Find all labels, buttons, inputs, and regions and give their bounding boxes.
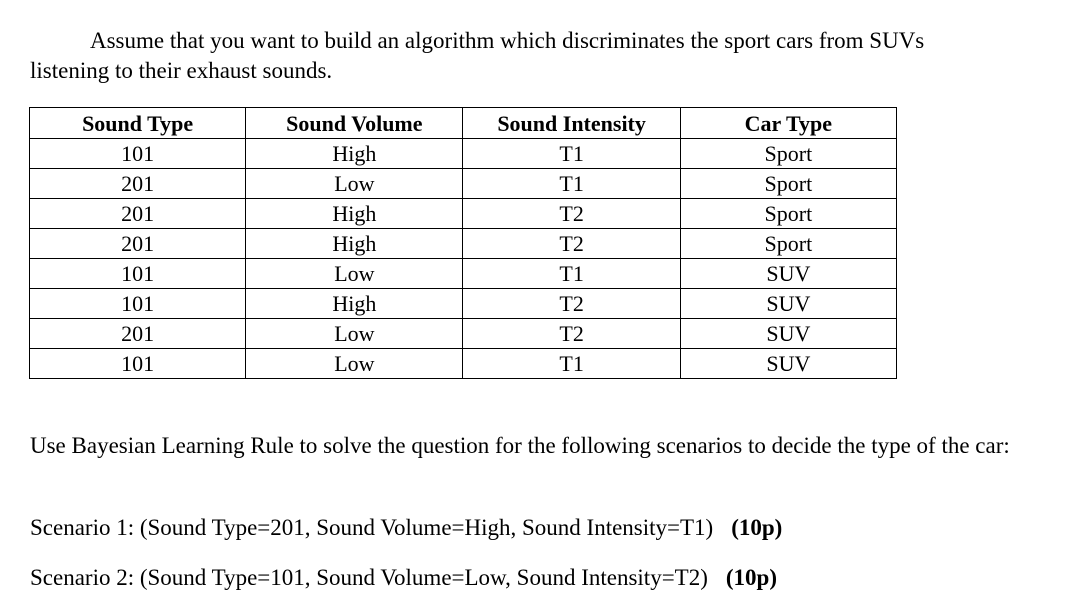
intro-line-2: listening to their exhaust sounds. [30,58,333,83]
cell-sound-volume: Low [246,319,463,349]
cell-sound-type: 201 [30,229,246,259]
cell-sound-type: 201 [30,199,246,229]
cell-sound-type: 101 [30,349,246,379]
cell-sound-volume: High [246,139,463,169]
cell-car-type: Sport [680,199,896,229]
scenario-1-text: Scenario 1: (Sound Type=201, Sound Volume=High, Sound Intensity=T1) [30,515,714,540]
table-header-row [30,108,897,139]
cell-car-type: Sport [680,139,896,169]
cell-sound-intensity: T1 [463,349,680,379]
table-row [30,319,897,349]
table-row [30,169,897,199]
cell-car-type: SUV [680,319,896,349]
header-car-type: Car Type [680,108,896,139]
cell-sound-intensity: T1 [463,169,680,199]
table-row [30,139,897,169]
question-text: Use Bayesian Learning Rule to solve the question for the following scenarios to decide the type of the car: [30,433,1010,458]
cell-car-type: SUV [680,259,896,289]
cell-sound-volume: Low [246,349,463,379]
cell-sound-intensity: T2 [463,289,680,319]
cell-sound-type: 101 [30,259,246,289]
cell-sound-type: 201 [30,319,246,349]
scenario-2-points: (10p) [725,565,777,590]
cell-car-type: Sport [680,229,896,259]
cell-sound-intensity: T2 [463,229,680,259]
header-sound-volume: Sound Volume [246,108,463,139]
cell-sound-volume: High [246,289,463,319]
table-row [30,199,897,229]
cell-sound-intensity: T2 [463,319,680,349]
cell-car-type: SUV [680,349,896,379]
training-data-table [29,107,897,379]
cell-sound-volume: High [246,199,463,229]
cell-sound-intensity: T1 [463,139,680,169]
scenario-1 [30,513,782,543]
cell-sound-volume: High [246,229,463,259]
cell-sound-volume: Low [246,259,463,289]
table-row [30,259,897,289]
cell-sound-type: 201 [30,169,246,199]
intro-line-1: Assume that you want to build an algorithm which discriminates the sport cars from SUVs [90,28,925,53]
cell-sound-type: 101 [30,289,246,319]
cell-car-type: SUV [680,289,896,319]
cell-sound-type: 101 [30,139,246,169]
intro-paragraph [30,26,1040,86]
scenario-2 [30,563,777,593]
scenario-2-text: Scenario 2: (Sound Type=101, Sound Volume=Low, Sound Intensity=T2) [30,565,708,590]
cell-sound-volume: Low [246,169,463,199]
table-row [30,349,897,379]
cell-sound-intensity: T2 [463,199,680,229]
scenario-1-points: (10p) [731,515,783,540]
cell-sound-intensity: T1 [463,259,680,289]
table-row [30,229,897,259]
cell-car-type: Sport [680,169,896,199]
header-sound-intensity: Sound Intensity [463,108,680,139]
header-sound-type: Sound Type [30,108,246,139]
table-row [30,289,897,319]
